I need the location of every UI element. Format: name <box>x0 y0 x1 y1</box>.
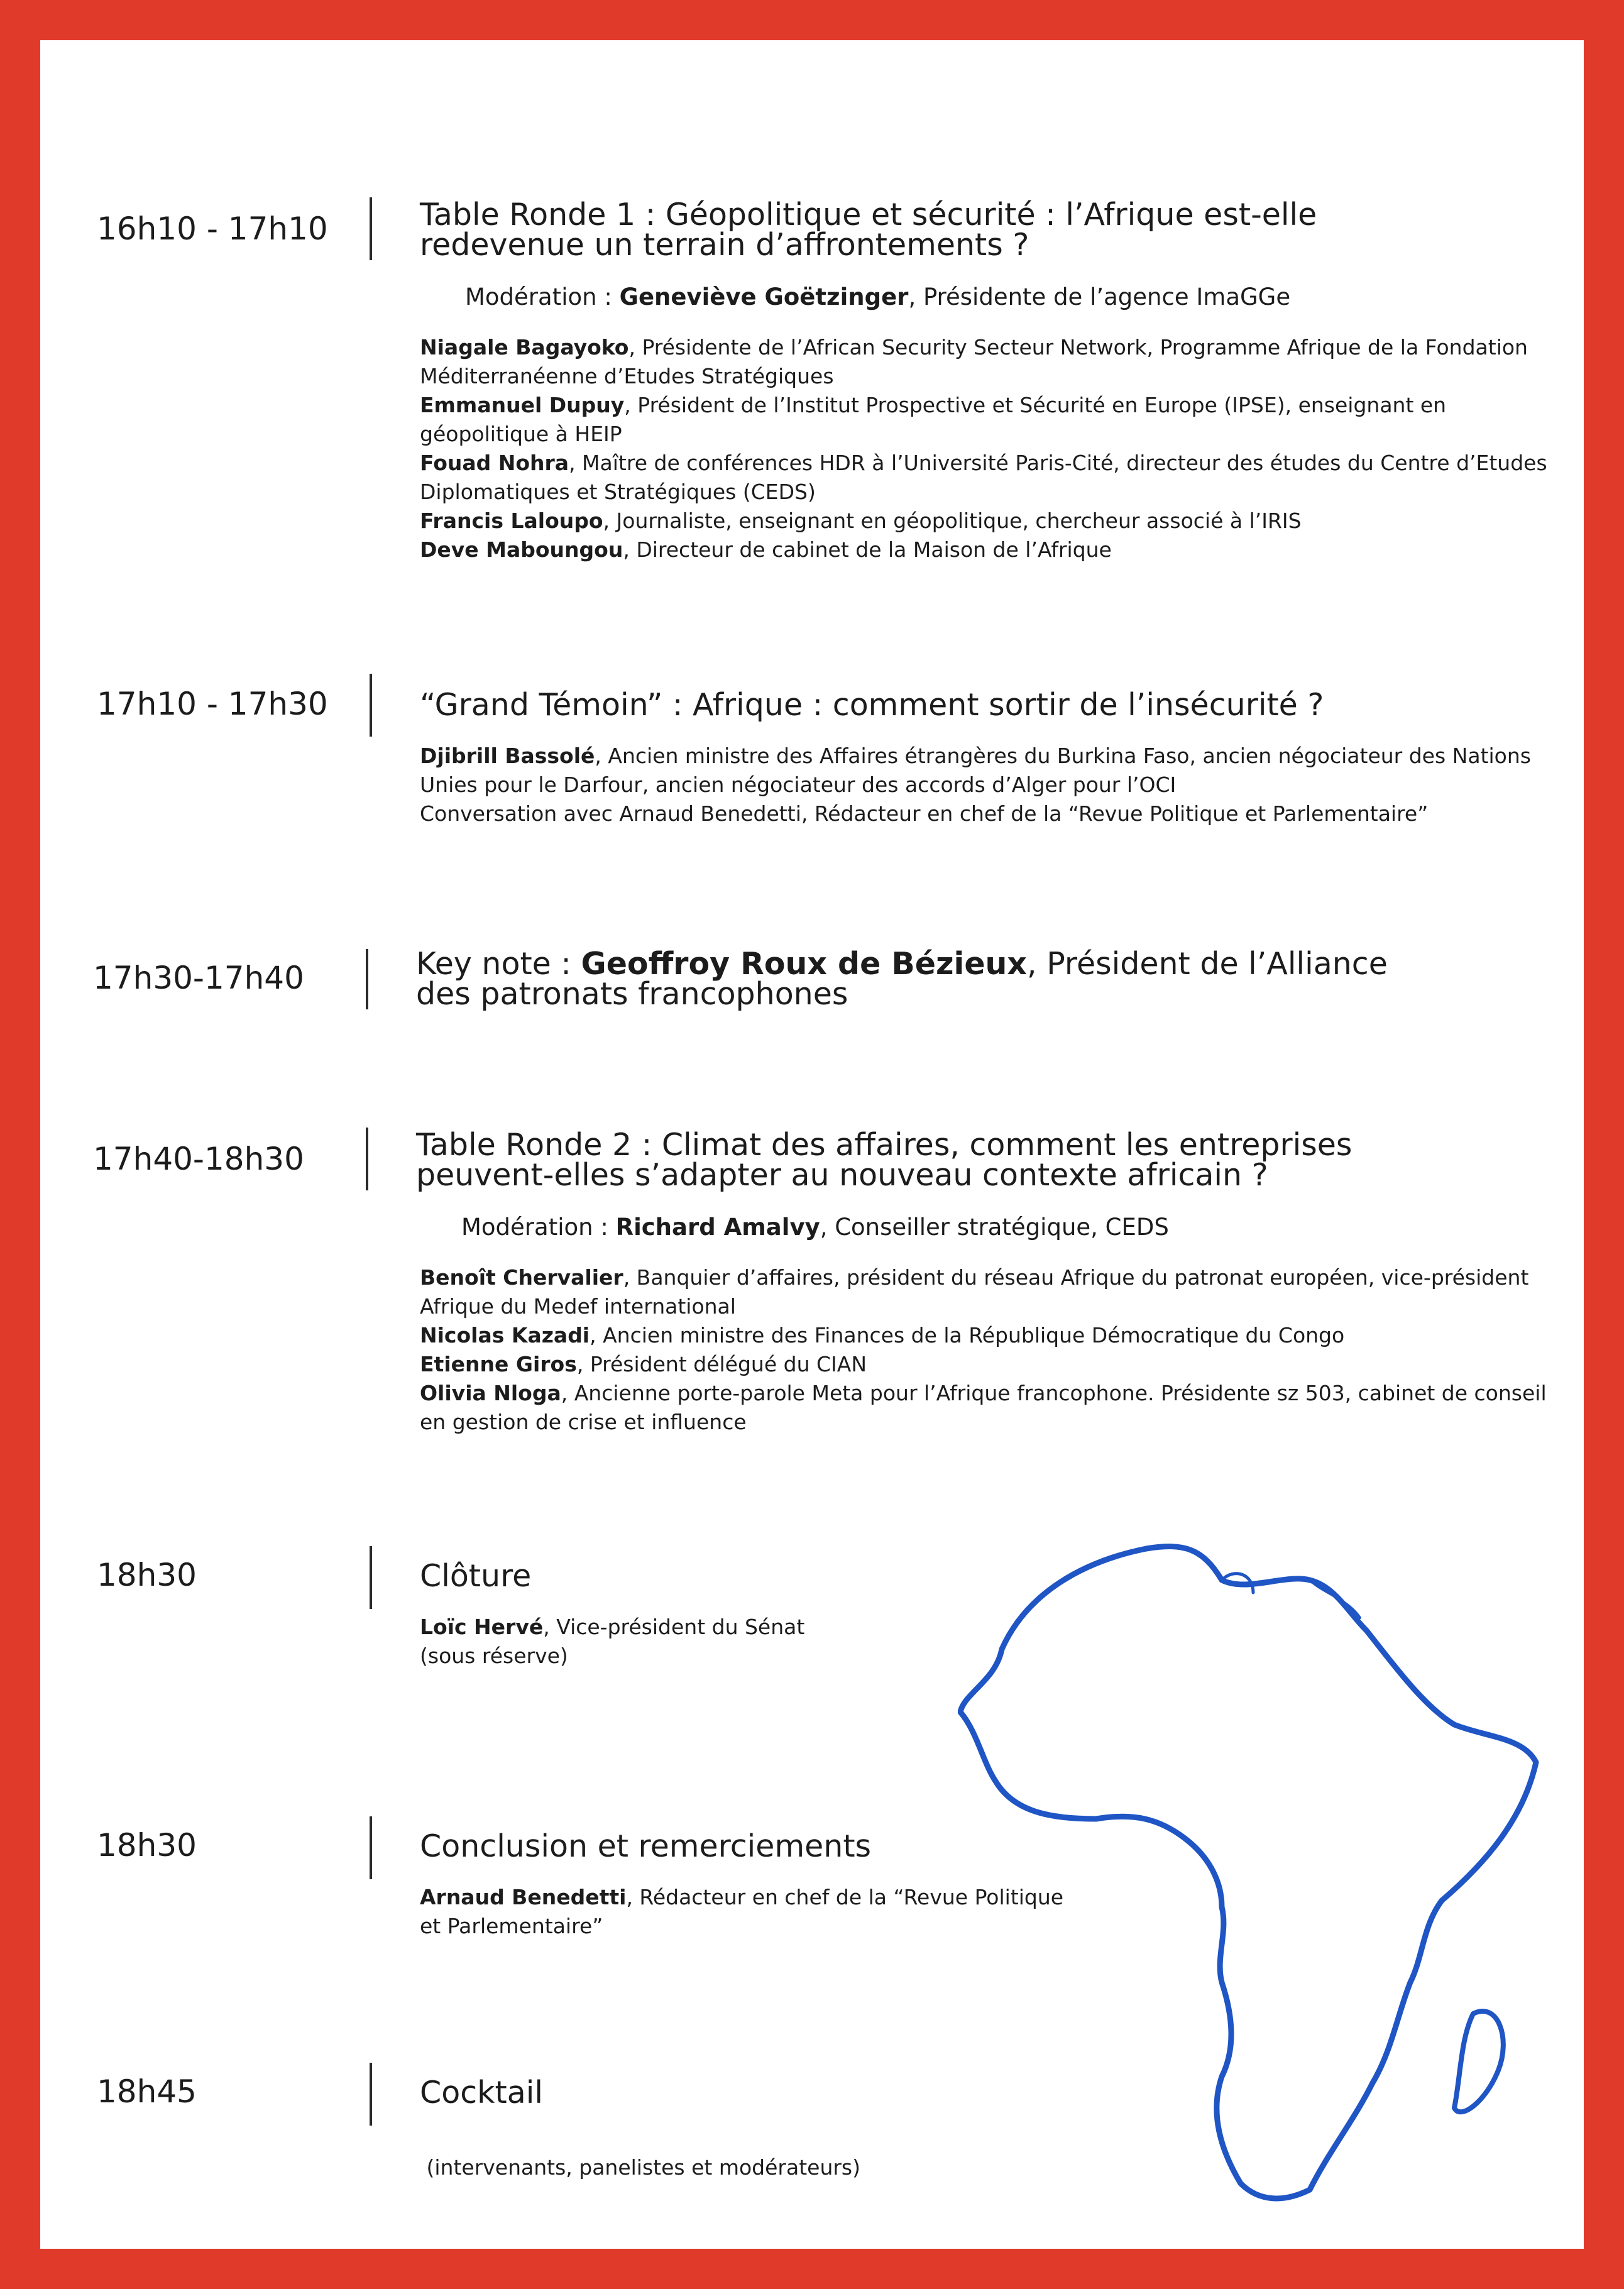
session-time: 18h45 <box>97 2073 197 2110</box>
speaker-list <box>420 333 1564 564</box>
session-time: 17h30-17h40 <box>93 960 304 996</box>
session-content <box>416 1127 1560 1437</box>
moderation <box>465 283 1564 312</box>
keynote-label: Key note : <box>416 946 581 982</box>
moderator-name: Geneviève Goëtzinger <box>619 283 909 310</box>
session-time: 18h30 <box>97 1557 197 1593</box>
program-sheet <box>40 40 1584 2249</box>
moderation-label: Modération : <box>465 283 612 310</box>
africa-map-icon <box>958 1523 1555 2215</box>
speaker-desc: (sous réserve) <box>420 1644 568 1668</box>
session-title: “Grand Témoin” : Afrique : comment sortir de l’insécurité ? <box>420 687 1324 723</box>
moderator-role: , Présidente de l’agence ImaGGe <box>908 283 1291 310</box>
speaker <box>420 507 1564 535</box>
speaker-name: Fouad Nohra <box>420 451 569 475</box>
speaker-desc: Conversation avec Arnaud Benedetti, Rédacteur en chef de la “Revue Politique et Parlementaire” <box>420 801 1429 826</box>
speaker <box>420 1263 1560 1321</box>
speaker-name: Arnaud Benedetti <box>420 1885 627 1909</box>
speaker-name: Nicolas Kazadi <box>420 1323 590 1348</box>
speaker-name: Djibrill Bassolé <box>420 744 595 768</box>
speaker-desc: , Ancien ministre des Finances de la République Démocratique du Congo <box>590 1323 1345 1348</box>
keynote-role: , Président de l’Alliance des patronats francophones <box>416 946 1388 1012</box>
keynote-speaker: Geoffroy Roux de Bézieux <box>581 946 1028 982</box>
session-title: Table Ronde 2 : Climat des affaires, comment les entreprises peuvent-elles s’adapter au nouveau contexte africain ? <box>416 1127 1352 1193</box>
speaker-name: Francis Laloupo <box>420 508 603 533</box>
divider <box>370 197 372 260</box>
speaker-name: Olivia Nloga <box>420 1381 561 1405</box>
session-time: 18h30 <box>97 1827 197 1864</box>
speaker <box>420 449 1564 507</box>
speaker-desc: , Directeur de cabinet de la Maison de l’Afrique <box>623 537 1112 562</box>
speaker <box>420 535 1564 564</box>
divider <box>370 674 372 737</box>
session-title: Cocktail <box>420 2075 543 2111</box>
divider <box>370 2063 372 2126</box>
speaker <box>420 1350 1560 1379</box>
session-content <box>416 946 1560 1012</box>
session-title: Conclusion et remerciements <box>420 1828 872 1864</box>
speaker-desc: , Ancienne porte-parole Meta pour l’Afrique francophone. Présidente sz 503, cabinet de conseil en gestion de crise et influence <box>420 1381 1547 1434</box>
session-title: Clôture <box>420 1558 532 1594</box>
speaker-name: Etienne Giros <box>420 1352 577 1376</box>
session-title: Table Ronde 1 : Géopolitique et sécurité : l’Afrique est-elle redevenue un terrain d’affrontements ? <box>420 197 1317 263</box>
speaker-desc: , Journaliste, enseignant en géopolitique, chercheur associé à l’IRIS <box>603 508 1302 533</box>
speaker-name: Deve Maboungou <box>420 537 623 562</box>
speaker-desc: , Rédacteur en chef de la “Revue Politique et Parlementaire” <box>420 1885 1064 1938</box>
moderation <box>461 1213 1560 1242</box>
moderator-name: Richard Amalvy <box>615 1214 820 1241</box>
session-title <box>416 946 1422 1012</box>
speaker-name: Niagale Bagayoko <box>420 335 629 360</box>
divider <box>370 1546 372 1609</box>
speaker <box>420 1321 1560 1350</box>
speaker-name: Emmanuel Dupuy <box>420 393 625 417</box>
divider <box>370 1816 372 1879</box>
speaker <box>420 742 1564 799</box>
divider <box>366 949 368 1009</box>
speaker-desc: , Maître de conférences HDR à l’Université Paris-Cité, directeur des études du Centre d’Etudes Diplomatiques et Stratégiques (CEDS) <box>420 451 1547 504</box>
session-time: 17h40-18h30 <box>93 1141 304 1177</box>
moderation-label: Modération : <box>461 1214 608 1241</box>
speaker <box>420 799 1564 828</box>
speaker-name: Loïc Hervé <box>420 1615 544 1639</box>
speaker-desc: (intervenants, panelistes et modérateurs) <box>420 2155 860 2180</box>
speaker-list <box>420 1263 1560 1437</box>
speaker-name: Benoît Chervalier <box>420 1265 623 1290</box>
speaker-desc: , Présidente de l’African Security Secteur Network, Programme Afrique de la Fondation Méditerranéenne d’Etudes Stratégiques <box>420 335 1528 388</box>
session-time: 17h10 - 17h30 <box>97 686 328 722</box>
speaker <box>420 1379 1560 1437</box>
speaker-desc: , Président de l’Institut Prospective et Sécurité en Europe (IPSE), enseignant en géopolitique à HEIP <box>420 393 1447 446</box>
speaker-desc: , Ancien ministre des Affaires étrangères du Burkina Faso, ancien négociateur des Nations Unies pour le Darfour, ancien négociateur des accords d’Alger pour l’OCI <box>420 744 1531 797</box>
speaker <box>420 333 1564 391</box>
moderator-role: , Conseiller stratégique, CEDS <box>820 1214 1169 1241</box>
speaker-list <box>420 742 1564 828</box>
session-content <box>420 197 1564 564</box>
session-content <box>420 687 1564 828</box>
speaker-desc: , Vice-président du Sénat <box>543 1615 805 1639</box>
session-time: 16h10 - 17h10 <box>97 211 328 247</box>
speaker-desc: , Banquier d’affaires, président du réseau Afrique du patronat européen, vice-président Afrique du Medef international <box>420 1265 1529 1319</box>
speaker <box>420 391 1564 449</box>
divider <box>366 1128 368 1190</box>
speaker-desc: , Président délégué du CIAN <box>576 1352 867 1376</box>
